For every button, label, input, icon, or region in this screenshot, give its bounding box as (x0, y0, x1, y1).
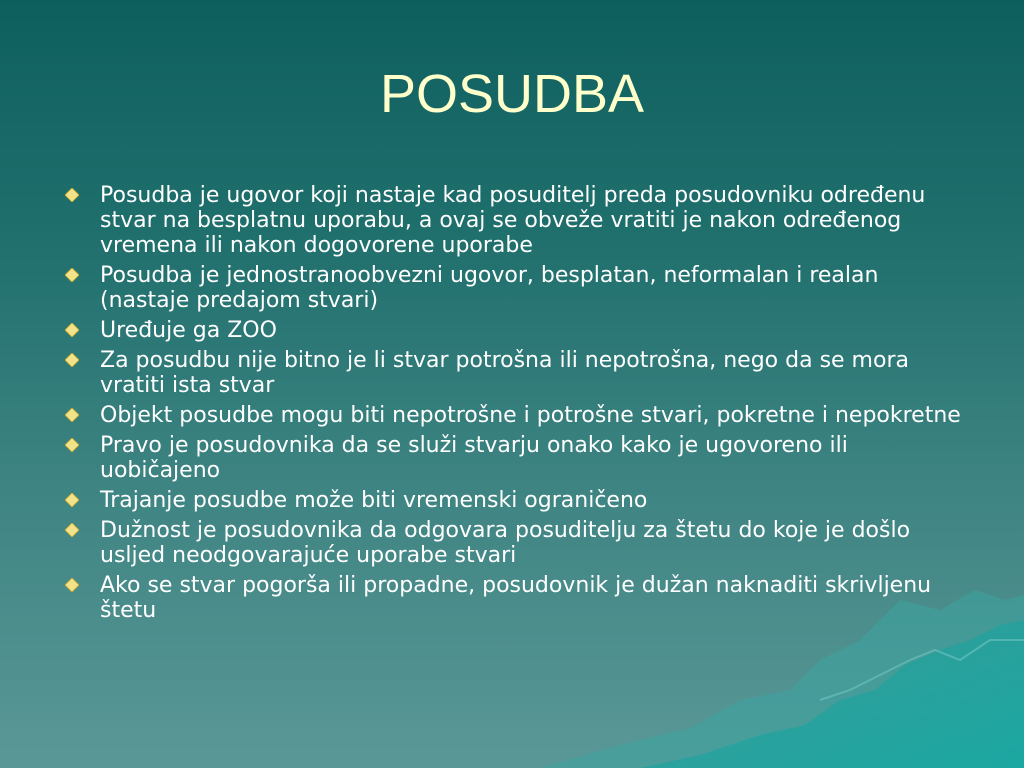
bullet-item (62, 348, 962, 398)
diamond-icon (65, 493, 79, 507)
bullet-text: Trajanje posudbe može biti vremenski ograničeno (100, 488, 648, 513)
slide-title: POSUDBA (379, 64, 645, 124)
diamond-icon (65, 523, 79, 537)
bullet-text: Ako se stvar pogorša ili propadne, posudovnik je dužan naknaditi skrivljenu štetu (100, 573, 932, 623)
bullet-text: Posudba je ugovor koji nastaje kad posuditelj preda posudovniku određenu stvar na besplatnu uporabu, a ovaj se obveže vratiti je nakon određenog vremena ili nakon dogovorene uporabe (100, 183, 926, 258)
diamond-icon (65, 188, 79, 202)
bullet-text: Objekt posudbe mogu biti nepotrošne i potrošne stvari, pokretne i nepokretne (100, 403, 961, 428)
diamond-icon (65, 268, 79, 282)
bullet-text: Za posudbu nije bitno je li stvar potrošna ili nepotrošna, nego da se mora vratiti ista stvar (100, 348, 909, 398)
bullet-item (62, 183, 962, 258)
bullet-item (62, 518, 962, 568)
bullet-list (62, 183, 962, 628)
bullet-text: Uređuje ga ZOO (100, 318, 277, 343)
bullet-item (62, 403, 962, 428)
diamond-icon (65, 578, 79, 592)
bullet-item (62, 263, 962, 313)
diamond-icon (65, 323, 79, 337)
bullet-item (62, 573, 962, 623)
bullet-item (62, 433, 962, 483)
bullet-item (62, 488, 962, 513)
diamond-icon (65, 408, 79, 422)
bullet-item (62, 318, 962, 343)
diamond-icon (65, 438, 79, 452)
diamond-icon (65, 353, 79, 367)
bullet-text: Posudba je jednostranoobvezni ugovor, besplatan, neformalan i realan (nastaje predajom stvari) (100, 263, 879, 313)
bullet-text: Dužnost je posudovnika da odgovara posuditelju za štetu do koje je došlo usljed neodgovarajuće uporabe stvari (100, 518, 911, 568)
bullet-text: Pravo je posudovnika da se služi stvarju onako kako je ugovoreno ili uobičajeno (100, 433, 848, 483)
